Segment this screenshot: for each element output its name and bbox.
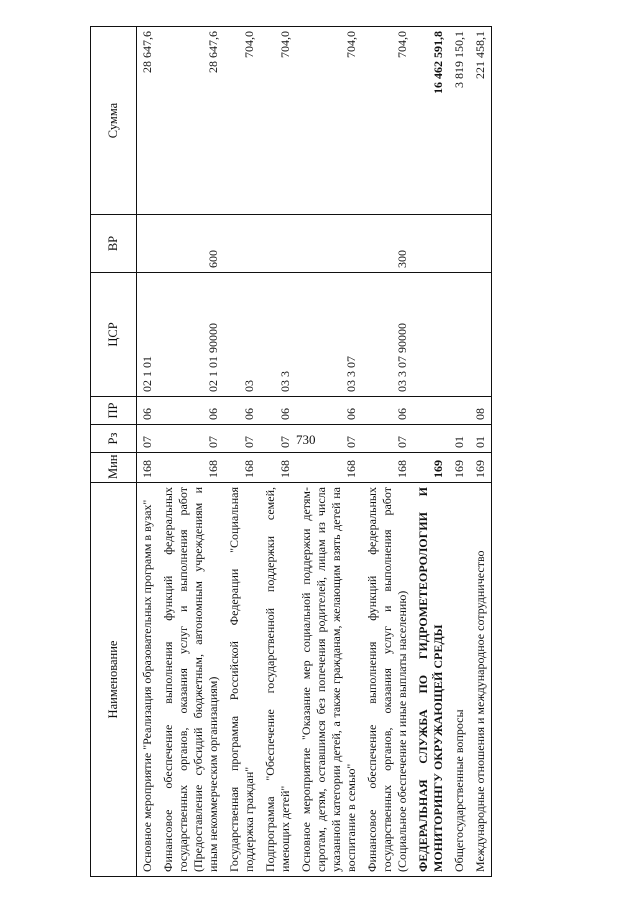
column-header-csr: ЦСР: [91, 273, 137, 397]
row-rz: 07: [224, 425, 260, 453]
row-min: 169: [449, 453, 470, 483]
table-row: [296, 27, 362, 877]
row-name: Государственная программа Российской Федерации "Социальная поддержка граждан": [224, 483, 260, 877]
row-csr: [413, 273, 449, 397]
row-vr: 600: [158, 215, 224, 273]
row-pr: 06: [137, 397, 159, 425]
row-rz: 07: [158, 425, 224, 453]
table-row: [470, 27, 492, 877]
row-min: 169: [470, 453, 492, 483]
table-row: [260, 27, 296, 877]
row-min: 168: [224, 453, 260, 483]
row-pr: [413, 397, 449, 425]
row-sum: 28 647,6: [137, 27, 159, 215]
table-row: [137, 27, 159, 877]
table-row: [413, 27, 449, 877]
row-pr: 06: [158, 397, 224, 425]
row-rz: [413, 425, 449, 453]
row-vr: [296, 215, 362, 273]
row-min: 168: [296, 453, 362, 483]
row-csr: 02 1 01: [137, 273, 159, 397]
row-pr: 08: [470, 397, 492, 425]
budget-table: [90, 26, 492, 877]
column-header-pr: ПР: [91, 397, 137, 425]
column-header-rz: Рз: [91, 425, 137, 453]
row-rz: 07: [362, 425, 413, 453]
row-min: 168: [137, 453, 159, 483]
row-min: 168: [260, 453, 296, 483]
row-rz: 07: [137, 425, 159, 453]
row-csr: 03 3 07 90000: [362, 273, 413, 397]
row-name: Подпрограмма "Обеспечение государственной поддержки семей, имеющих детей": [260, 483, 296, 877]
row-vr: [137, 215, 159, 273]
table-row: [449, 27, 470, 877]
row-rz: 07: [296, 425, 362, 453]
page-number: 730: [296, 432, 316, 447]
row-name: Основное мероприятие "Оказание мер социальной поддержки детям-сиротам, детям, оставшимся без попечения родителей, лицам из числа указанной категории детей, а также гражданам, желающим взять детей на воспитание в семью": [296, 483, 362, 877]
row-pr: 06: [362, 397, 413, 425]
row-rz: 01: [449, 425, 470, 453]
row-name: Финансовое обеспечение выполнения функций федеральных государственных органов, оказания услуг и выполнения работ (Социальное обеспечение и иные выплаты населению): [362, 483, 413, 877]
row-vr: [224, 215, 260, 273]
row-vr: [449, 215, 470, 273]
row-name: Основное мероприятие "Реализация образовательных программ в вузах": [137, 483, 159, 877]
row-pr: 06: [260, 397, 296, 425]
row-rz: 07: [260, 425, 296, 453]
row-name: Финансовое обеспечение выполнения функций федеральных государственных органов, оказания услуг и выполнения работ (Предоставление субсидий бюджетным, автономным учреждениям и иным некоммерческим организациям): [158, 483, 224, 877]
table-row: [224, 27, 260, 877]
column-header-sum: Сумма: [91, 27, 137, 215]
row-csr: [470, 273, 492, 397]
table-row: [158, 27, 224, 877]
row-min: 168: [158, 453, 224, 483]
row-csr: 03 3: [260, 273, 296, 397]
row-sum: 28 647,6: [158, 27, 224, 215]
row-vr: 300: [362, 215, 413, 273]
row-csr: 03: [224, 273, 260, 397]
row-vr: [260, 215, 296, 273]
row-sum: 704,0: [224, 27, 260, 215]
row-name: ФЕДЕРАЛЬНАЯ СЛУЖБА ПО ГИДРОМЕТЕОРОЛОГИИ И МОНИТОРИНГУ ОКРУЖАЮЩЕЙ СРЕДЫ: [413, 483, 449, 877]
row-vr: [470, 215, 492, 273]
column-header-vr: ВР: [91, 215, 137, 273]
row-min: 168: [362, 453, 413, 483]
row-name: Международные отношения и международное сотрудничество: [470, 483, 492, 877]
row-min: 169: [413, 453, 449, 483]
row-sum: 704,0: [260, 27, 296, 215]
row-name: Общегосударственные вопросы: [449, 483, 470, 877]
row-pr: 06: [296, 397, 362, 425]
row-rz: 01: [470, 425, 492, 453]
row-sum: 704,0: [296, 27, 362, 215]
row-sum: 3 819 150,1: [449, 27, 470, 215]
row-sum: 221 458,1: [470, 27, 492, 215]
column-header-name: Наименование: [91, 483, 137, 877]
row-csr: [449, 273, 470, 397]
row-sum: 16 462 591,8: [413, 27, 449, 215]
column-header-min: Мин: [91, 453, 137, 483]
row-sum: 704,0: [362, 27, 413, 215]
table-header-row: [91, 27, 137, 877]
row-vr: [413, 215, 449, 273]
table-row: [362, 27, 413, 877]
row-pr: [449, 397, 470, 425]
row-csr: 03 3 07: [296, 273, 362, 397]
row-pr: 06: [224, 397, 260, 425]
row-csr: 02 1 01 90000: [158, 273, 224, 397]
rotated-page-content: [90, 0, 560, 905]
